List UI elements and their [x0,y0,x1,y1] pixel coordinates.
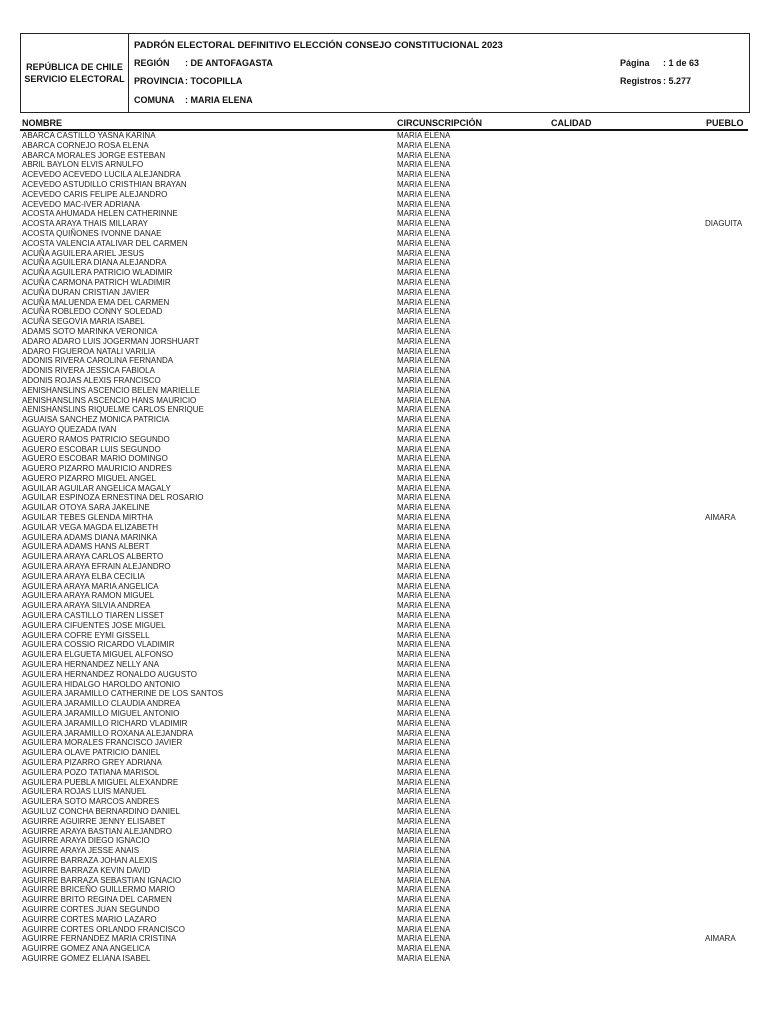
cell-nombre: AGUILERA POZO TATIANA MARISOL [22,767,160,777]
table-row [20,827,748,837]
table-row [20,866,748,876]
table-row [20,298,748,308]
table-row [20,278,748,288]
cell-nombre: AGUILERA PUEBLA MIGUEL ALEXANDRE [22,777,179,787]
cell-circunscripcion: MARIA ELENA [397,855,451,865]
cell-circunscripcion: MARIA ELENA [397,336,451,346]
cell-circunscripcion: MARIA ELENA [397,591,451,601]
cell-nombre: AGUIRRE CORTES JUAN SEGUNDO [22,904,160,914]
cell-nombre: AGUILERA ARAYA SILVIA ANDREA [22,601,151,611]
table-row [20,915,748,925]
cell-nombre: ABARCA CORNEJO ROSA ELENA [22,140,149,150]
cell-nombre: AGUILERA CIFUENTES JOSE MIGUEL [22,620,166,630]
cell-circunscripcion: MARIA ELENA [397,767,451,777]
cell-nombre: AGUILERA ARAYA EFRAIN ALEJANDRO [22,562,171,572]
table-row [20,925,748,935]
table-row [20,523,748,533]
cell-circunscripcion: MARIA ELENA [397,405,451,415]
cell-nombre: AGUIRRE BRITO REGINA DEL CARMEN [22,895,172,905]
cell-circunscripcion: MARIA ELENA [397,375,451,385]
cell-circunscripcion: MARIA ELENA [397,140,451,150]
table-row [20,699,748,709]
cell-nombre: AGUIRRE GOMEZ ELIANA ISABEL [22,953,151,963]
provincia-value: : TOCOPILLA [185,76,243,86]
cell-circunscripcion: MARIA ELENA [397,709,451,719]
column-header-pueblo: PUEBLO [706,118,744,128]
issuer-service: SERVICIO ELECTORAL [24,74,125,84]
table-row [20,670,748,680]
cell-nombre: AGUILAR AGUILAR ANGELICA MAGALY [22,483,171,493]
table-row [20,787,748,797]
cell-circunscripcion: MARIA ELENA [397,170,451,180]
table-row [20,307,748,317]
cell-nombre: ABARCA MORALES JORGE ESTEBAN [22,150,166,160]
table-row [20,474,748,484]
cell-nombre: ACOSTA VALENCIA ATALIVAR DEL CARMEN [22,238,188,248]
table-header [20,118,748,131]
table-row [20,415,748,425]
table-row [20,601,748,611]
table-row [20,425,748,435]
table-row [20,748,748,758]
table-row [20,219,748,229]
voter-table-body [20,131,748,964]
table-row [20,876,748,886]
cell-nombre: ACOSTA ARAYA THAIS MILLARAY [22,219,148,229]
cell-circunscripcion: MARIA ELENA [397,277,451,287]
cell-nombre: ACUÑA ROBLEDO CONNY SOLEDAD [22,307,163,317]
table-row [20,376,748,386]
table-row [20,905,748,915]
cell-nombre: AGUAISA SANCHEZ MONICA PATRICIA [22,415,170,425]
cell-nombre: AGUIRRE CORTES MARIO LAZARO [22,914,157,924]
table-row [20,396,748,406]
table-row [20,640,748,650]
cell-nombre: ABARCA CASTILLO YASNA KARINA [22,131,156,140]
cell-nombre: AGUILAR VEGA MAGDA ELIZABETH [22,522,159,532]
table-row [20,493,748,503]
cell-nombre: AGUILUZ CONCHA BERNARDINO DANIEL [22,806,180,816]
cell-nombre: ACEVEDO ACEVEDO LUCILA ALEJANDRA [22,170,181,180]
cell-circunscripcion: MARIA ELENA [397,268,451,278]
cell-circunscripcion: MARIA ELENA [397,777,451,787]
cell-nombre: AGUILERA ELGUETA MIGUEL ALFONSO [22,650,174,660]
table-row [20,454,748,464]
cell-circunscripcion: MARIA ELENA [397,199,451,209]
table-row [20,856,748,866]
table-row [20,229,748,239]
cell-circunscripcion: MARIA ELENA [397,317,451,327]
table-row [20,934,748,944]
cell-circunscripcion: MARIA ELENA [397,758,451,767]
cell-nombre: AGUAYO QUEZADA IVAN [22,424,117,434]
cell-circunscripcion: MARIA ELENA [397,787,451,797]
cell-nombre: AGUILERA HERNANDEZ RONALDO AUGUSTO [22,669,197,679]
issuer-block [21,34,129,112]
cell-circunscripcion: MARIA ELENA [397,620,451,630]
cell-nombre: AGUIRRE GOMEZ ANA ANGELICA [22,944,151,954]
cell-pueblo: AIMARA [705,934,736,944]
cell-circunscripcion: MARIA ELENA [397,953,451,963]
cell-circunscripcion: MARIA ELENA [397,131,451,140]
region-label: REGIÓN [134,58,170,68]
cell-nombre: ADARO ADARO LUIS JOGERMAN JORSHUART [22,336,200,346]
table-row [20,503,748,513]
cell-circunscripcion: MARIA ELENA [397,748,451,758]
cell-nombre: ADONIS RIVERA JESSICA FABIOLA [22,366,155,376]
cell-nombre: AGUILERA COFRE EYMI GISSELL [22,630,150,640]
table-row [20,190,748,200]
cell-nombre: ABRIL BAYLON ELVIS ARNULFO [22,160,144,170]
cell-nombre: AGUILERA MORALES FRANCISCO JAVIER [22,738,183,748]
table-row [20,944,748,954]
cell-circunscripcion: MARIA ELENA [397,258,451,268]
cell-circunscripcion: MARIA ELENA [397,552,451,562]
cell-nombre: ACOSTA AHUMADA HELEN CATHERINNE [22,209,178,219]
table-row [20,180,748,190]
provincia-label: PROVINCIA [134,76,185,86]
cell-nombre: AGUILERA PIZARRO GREY ADRIANA [22,758,162,767]
table-row [20,435,748,445]
table-row [20,366,748,376]
table-row [20,885,748,895]
table-row [20,258,748,268]
table-row [20,405,748,415]
cell-nombre: ACUÑA AGUILERA PATRICIO WLADIMIR [22,268,173,278]
column-header-nombre: NOMBRE [22,118,62,128]
cell-nombre: AGUILAR OTOYA SARA JAKELINE [22,503,150,513]
cell-nombre: ACEVEDO CARIS FELIPE ALEJANDRO [22,189,168,199]
column-header-circunscripcion: CIRCUNSCRIPCIÓN [397,118,483,128]
cell-nombre: ADAMS SOTO MARINKA VERONICA [22,326,158,336]
cell-circunscripcion: MARIA ELENA [397,415,451,425]
table-row [20,131,748,141]
table-row [20,552,748,562]
cell-nombre: AGUILERA ARAYA CARLOS ALBERTO [22,552,164,562]
cell-nombre: AGUILERA CASTILLO TIAREN LISSET [22,611,165,621]
cell-circunscripcion: MARIA ELENA [397,444,451,454]
cell-circunscripcion: MARIA ELENA [397,806,451,816]
cell-nombre: ACOSTA QUIÑONES IVONNE DANAE [22,228,162,238]
table-row [20,631,748,641]
cell-circunscripcion: MARIA ELENA [397,689,451,699]
table-row [20,611,748,621]
cell-circunscripcion: MARIA ELENA [397,699,451,709]
cell-nombre: AGUILERA HERNANDEZ NELLY ANA [22,660,160,670]
table-row [20,347,748,357]
table-row [20,836,748,846]
cell-circunscripcion: MARIA ELENA [397,395,451,405]
cell-nombre: AGUERO PIZARRO MAURICIO ANDRES [22,464,172,474]
table-row [20,650,748,660]
cell-circunscripcion: MARIA ELENA [397,728,451,738]
table-row [20,239,748,249]
table-row [20,582,748,592]
cell-nombre: ACUÑA MALUENDA EMA DEL CARMEN [22,297,170,307]
cell-circunscripcion: MARIA ELENA [397,718,451,728]
document-title: PADRÓN ELECTORAL DEFINITIVO ELECCIÓN CONSEJO CONSTITUCIONAL 2023 [134,40,503,51]
table-row [20,719,748,729]
cell-nombre: AGUIRRE ARAYA JESSE ANAIS [22,846,140,856]
cell-circunscripcion: MARIA ELENA [397,297,451,307]
cell-circunscripcion: MARIA ELENA [397,385,451,395]
table-row [20,464,748,474]
cell-nombre: AGUILERA SOTO MARCOS ANDRES [22,797,160,807]
cell-circunscripcion: MARIA ELENA [397,434,451,444]
cell-circunscripcion: MARIA ELENA [397,248,451,258]
cell-circunscripcion: MARIA ELENA [397,630,451,640]
cell-circunscripcion: MARIA ELENA [397,904,451,914]
cell-nombre: ADARO FIGUEROA NATALI VARILIA [22,346,156,356]
table-row [20,817,748,827]
cell-nombre: ACUÑA SEGOVIA MARIA ISABEL [22,317,145,327]
cell-circunscripcion: MARIA ELENA [397,493,451,503]
cell-nombre: AENISHANSLINS ASCENCIO BELEN MARIELLE [22,385,200,395]
table-row [20,729,748,739]
table-row [20,778,748,788]
cell-nombre: AGUIRRE ARAYA BASTIAN ALEJANDRO [22,826,172,836]
cell-circunscripcion: MARIA ELENA [397,679,451,689]
cell-circunscripcion: MARIA ELENA [397,150,451,160]
cell-circunscripcion: MARIA ELENA [397,640,451,650]
cell-circunscripcion: MARIA ELENA [397,934,451,944]
cell-nombre: ACUÑA CARMONA PATRICH WLADIMIR [22,277,171,287]
cell-circunscripcion: MARIA ELENA [397,669,451,679]
table-row [20,337,748,347]
table-row [20,209,748,219]
cell-circunscripcion: MARIA ELENA [397,307,451,317]
cell-nombre: AGUILAR TEBES GLENDA MIRTHA [22,513,153,523]
cell-circunscripcion: MARIA ELENA [397,914,451,924]
cell-nombre: AGUIRRE BARRAZA KEVIN DAVID [22,865,151,875]
cell-circunscripcion: MARIA ELENA [397,160,451,170]
cell-nombre: AGUILERA JARAMILLO RICHARD VLADIMIR [22,718,188,728]
cell-circunscripcion: MARIA ELENA [397,366,451,376]
table-row [20,268,748,278]
cell-nombre: AGUIRRE CORTES ORLANDO FRANCISCO [22,924,185,934]
cell-circunscripcion: MARIA ELENA [397,228,451,238]
cell-circunscripcion: MARIA ELENA [397,562,451,572]
registros-label: Registros [620,76,662,86]
cell-circunscripcion: MARIA ELENA [397,895,451,905]
cell-nombre: AGUIRRE FERNANDEZ MARIA CRISTINA [22,934,177,944]
comuna-label: COMUNA [134,95,175,105]
cell-circunscripcion: MARIA ELENA [397,209,451,219]
comuna-value: : MARIA ELENA [185,95,253,105]
table-row [20,591,748,601]
cell-nombre: AGUILERA JARAMILLO CLAUDIA ANDREA [22,699,181,709]
table-row [20,895,748,905]
table-row [20,200,748,210]
table-row [20,151,748,161]
table-row [20,288,748,298]
cell-nombre: ACUÑA AGUILERA DIANA ALEJANDRA [22,258,167,268]
cell-nombre: AGUIRRE BARRAZA JOHAN ALEXIS [22,855,158,865]
cell-circunscripcion: MARIA ELENA [397,238,451,248]
table-row [20,356,748,366]
cell-nombre: AENISHANSLINS ASCENCIO HANS MAURICIO [22,395,197,405]
table-row [20,709,748,719]
table-row [20,533,748,543]
table-row [20,758,748,768]
cell-circunscripcion: MARIA ELENA [397,826,451,836]
column-header-calidad: CALIDAD [551,118,592,128]
cell-nombre: AGUILERA COSSIO RICARDO VLADIMIR [22,640,175,650]
pagina-label: Página [620,58,650,68]
cell-pueblo: AIMARA [705,513,736,523]
table-row [20,689,748,699]
cell-circunscripcion: MARIA ELENA [397,356,451,366]
cell-nombre: ACEVEDO ASTUDILLO CRISTHIAN BRAYAN [22,179,187,189]
cell-circunscripcion: MARIA ELENA [397,738,451,748]
table-row [20,327,748,337]
cell-nombre: AGUERO PIZARRO MIGUEL ANGEL [22,473,156,483]
table-row [20,386,748,396]
cell-circunscripcion: MARIA ELENA [397,483,451,493]
cell-circunscripcion: MARIA ELENA [397,865,451,875]
cell-nombre: ACUÑA AGUILERA ARIEL JESUS [22,248,144,258]
cell-circunscripcion: MARIA ELENA [397,846,451,856]
table-row [20,572,748,582]
table-row [20,797,748,807]
cell-nombre: AGUILERA ARAYA RAMON MIGUEL [22,591,155,601]
pagina-value: : 1 de 63 [663,58,700,68]
cell-circunscripcion: MARIA ELENA [397,581,451,591]
cell-pueblo: DIAGUITA [705,219,743,229]
cell-nombre: AGUERO RAMOS PATRICIO SEGUNDO [22,434,170,444]
table-row [20,621,748,631]
cell-circunscripcion: MARIA ELENA [397,189,451,199]
cell-nombre: AGUIRRE BARRAZA SEBASTIAN IGNACIO [22,875,182,885]
registros-value: : 5.277 [663,76,692,86]
cell-nombre: AGUIRRE BRICEÑO GUILLERMO MARIO [22,885,175,895]
cell-circunscripcion: MARIA ELENA [397,424,451,434]
cell-circunscripcion: MARIA ELENA [397,326,451,336]
cell-nombre: AGUERO ESCOBAR LUIS SEGUNDO [22,444,161,454]
cell-circunscripcion: MARIA ELENA [397,601,451,611]
table-row [20,807,748,817]
table-row [20,562,748,572]
cell-circunscripcion: MARIA ELENA [397,660,451,670]
cell-nombre: AGUILERA JARAMILLO CATHERINE DE LOS SANTOS [22,689,224,699]
cell-nombre: AGUILERA OLAVE PATRICIO DANIEL [22,748,161,758]
cell-circunscripcion: MARIA ELENA [397,532,451,542]
cell-nombre: ADONIS RIVERA CAROLINA FERNANDA [22,356,174,366]
cell-nombre: AGUILERA JARAMILLO ROXANA ALEJANDRA [22,728,194,738]
table-row [20,513,748,523]
table-row [20,484,748,494]
cell-circunscripcion: MARIA ELENA [397,885,451,895]
cell-circunscripcion: MARIA ELENA [397,522,451,532]
table-row [20,846,748,856]
cell-circunscripcion: MARIA ELENA [397,571,451,581]
cell-circunscripcion: MARIA ELENA [397,875,451,885]
table-row [20,768,748,778]
cell-nombre: ADONIS ROJAS ALEXIS FRANCISCO [22,375,161,385]
cell-circunscripcion: MARIA ELENA [397,287,451,297]
table-row [20,954,748,964]
table-row [20,170,748,180]
cell-nombre: AENISHANSLINS RIQUELME CARLOS ENRIQUE [22,405,204,415]
cell-circunscripcion: MARIA ELENA [397,464,451,474]
cell-circunscripcion: MARIA ELENA [397,454,451,464]
table-row [20,160,748,170]
table-row [20,141,748,151]
table-row [20,445,748,455]
cell-circunscripcion: MARIA ELENA [397,797,451,807]
cell-circunscripcion: MARIA ELENA [397,836,451,846]
cell-circunscripcion: MARIA ELENA [397,346,451,356]
table-row [20,542,748,552]
cell-circunscripcion: MARIA ELENA [397,611,451,621]
issuer-country: REPÚBLICA DE CHILE [26,62,123,72]
table-row [20,660,748,670]
cell-circunscripcion: MARIA ELENA [397,944,451,954]
cell-circunscripcion: MARIA ELENA [397,503,451,513]
cell-nombre: ACUÑA DURAN CRISTIAN JAVIER [22,287,150,297]
cell-nombre: AGUILERA JARAMILLO MIGUEL ANTONIO [22,709,180,719]
cell-nombre: AGUIRRE AGUIRRE JENNY ELISABET [22,816,166,826]
cell-nombre: AGUILAR ESPINOZA ERNESTINA DEL ROSARIO [22,493,204,503]
cell-circunscripcion: MARIA ELENA [397,473,451,483]
cell-nombre: AGUILERA HIDALGO HAROLDO ANTONIO [22,679,181,689]
cell-circunscripcion: MARIA ELENA [397,179,451,189]
cell-circunscripcion: MARIA ELENA [397,650,451,660]
cell-circunscripcion: MARIA ELENA [397,513,451,523]
table-row [20,317,748,327]
cell-nombre: AGUILERA ADAMS HANS ALBERT [22,542,150,552]
cell-nombre: AGUILERA ROJAS LUIS MANUEL [22,787,147,797]
table-row [20,249,748,259]
cell-nombre: AGUERO ESCOBAR MARIO DOMINGO [22,454,168,464]
cell-circunscripcion: MARIA ELENA [397,542,451,552]
region-value: : DE ANTOFAGASTA [185,58,273,68]
cell-circunscripcion: MARIA ELENA [397,219,451,229]
cell-nombre: AGUILERA ARAYA MARIA ANGELICA [22,581,159,591]
table-row [20,738,748,748]
table-row [20,680,748,690]
cell-nombre: AGUIRRE ARAYA DIEGO IGNACIO [22,836,150,846]
cell-nombre: AGUILERA ADAMS DIANA MARINKA [22,532,158,542]
cell-nombre: AGUILERA ARAYA ELBA CECILIA [22,571,145,581]
cell-circunscripcion: MARIA ELENA [397,924,451,934]
cell-circunscripcion: MARIA ELENA [397,816,451,826]
cell-nombre: ACEVEDO MAC-IVER ADRIANA [22,199,140,209]
document-header [20,33,750,113]
